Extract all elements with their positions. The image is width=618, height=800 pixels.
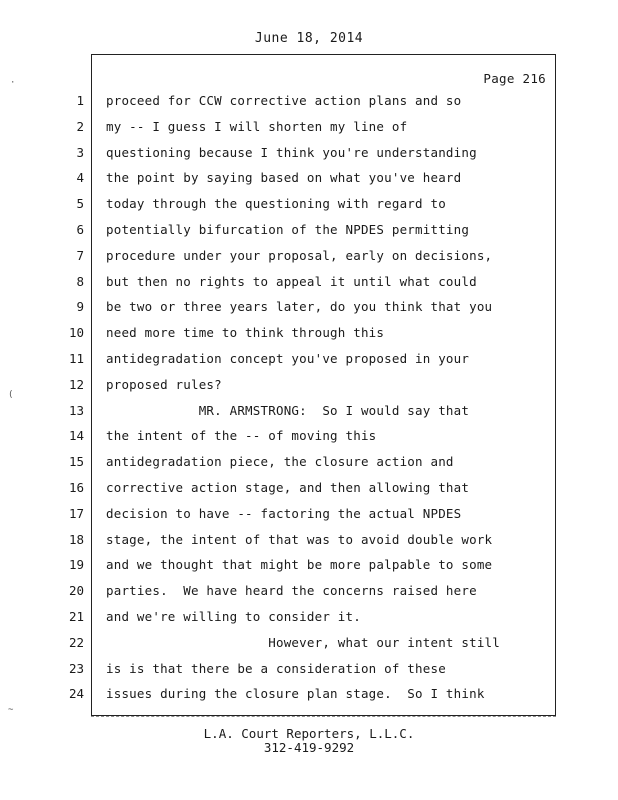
line-number: 22 xyxy=(68,634,84,650)
transcript-line: issues during the closure plan stage. So I think xyxy=(106,686,485,702)
line-number: 8 xyxy=(76,273,84,289)
footer-company: L.A. Court Reporters, L.L.C. xyxy=(203,726,415,741)
scan-speck: ~ xyxy=(8,705,14,715)
line-number: 16 xyxy=(68,479,84,495)
line-number: 4 xyxy=(76,170,84,186)
line-number: 7 xyxy=(76,247,84,263)
line-number: 3 xyxy=(76,144,84,160)
transcript-line: need more time to think through this xyxy=(106,325,385,341)
scan-speck: ( xyxy=(8,390,14,400)
line-number: 15 xyxy=(68,454,84,470)
scan-artifact-line xyxy=(91,716,556,721)
transcript-line: stage, the intent of that was to avoid double work xyxy=(106,531,493,547)
transcript-line: proposed rules? xyxy=(106,376,222,392)
line-number: 1 xyxy=(76,93,84,108)
line-number: 9 xyxy=(76,299,84,315)
transcript-line: proceed for CCW corrective action plans and so xyxy=(106,93,462,108)
transcript-line: my -- I guess I will shorten my line of xyxy=(106,118,408,134)
line-number: 20 xyxy=(68,583,84,599)
line-number-column xyxy=(40,88,84,707)
line-number: 23 xyxy=(68,660,84,676)
transcript-line: but then no rights to appeal it until what could xyxy=(106,273,477,289)
transcript-line: However, what our intent still xyxy=(106,634,501,650)
transcript-line: procedure under your proposal, early on decisions, xyxy=(106,247,493,263)
transcript-line: the intent of the -- of moving this xyxy=(106,428,377,444)
line-number: 18 xyxy=(68,531,84,547)
transcript-line: antidegradation concept you've proposed in your xyxy=(106,350,470,366)
transcript-line: decision to have -- factoring the actual NPDES xyxy=(106,505,462,521)
page-number: Page 216 xyxy=(483,71,546,86)
transcript-line: and we're willing to consider it. xyxy=(106,608,361,624)
transcript-line: today through the questioning with regard to xyxy=(106,196,446,212)
transcript-line: and we thought that might be more palpable to some xyxy=(106,557,493,573)
line-number: 17 xyxy=(68,505,84,521)
transcript-line: potentially bifurcation of the NPDES permitting xyxy=(106,221,470,237)
line-number: 6 xyxy=(76,221,84,237)
line-number: 13 xyxy=(68,402,84,418)
line-number: 11 xyxy=(68,350,84,366)
transcript-text xyxy=(106,88,546,707)
transcript-line: MR. ARMSTRONG: So I would say that xyxy=(106,402,470,418)
line-number: 14 xyxy=(68,428,84,444)
line-number: 5 xyxy=(76,196,84,212)
header-date: June 18, 2014 xyxy=(254,31,364,46)
line-number: 19 xyxy=(68,557,84,573)
line-number: 21 xyxy=(68,608,84,624)
line-number: 10 xyxy=(68,325,84,341)
transcript-line: corrective action stage, and then allowing that xyxy=(106,479,470,495)
footer xyxy=(0,727,618,755)
line-number: 2 xyxy=(76,118,84,134)
line-number: 24 xyxy=(68,686,84,702)
transcript-line: questioning because I think you're understanding xyxy=(106,144,477,160)
line-number: 12 xyxy=(68,376,84,392)
transcript-line: be two or three years later, do you think that you xyxy=(106,299,493,315)
scan-speck: · xyxy=(10,78,16,88)
footer-phone: 312-419-9292 xyxy=(263,740,355,755)
transcript-line: the point by saying based on what you've heard xyxy=(106,170,462,186)
transcript-line: is is that there be a consideration of these xyxy=(106,660,446,676)
transcript-line: antidegradation piece, the closure action and xyxy=(106,454,454,470)
transcript-line: parties. We have heard the concerns raised here xyxy=(106,583,477,599)
